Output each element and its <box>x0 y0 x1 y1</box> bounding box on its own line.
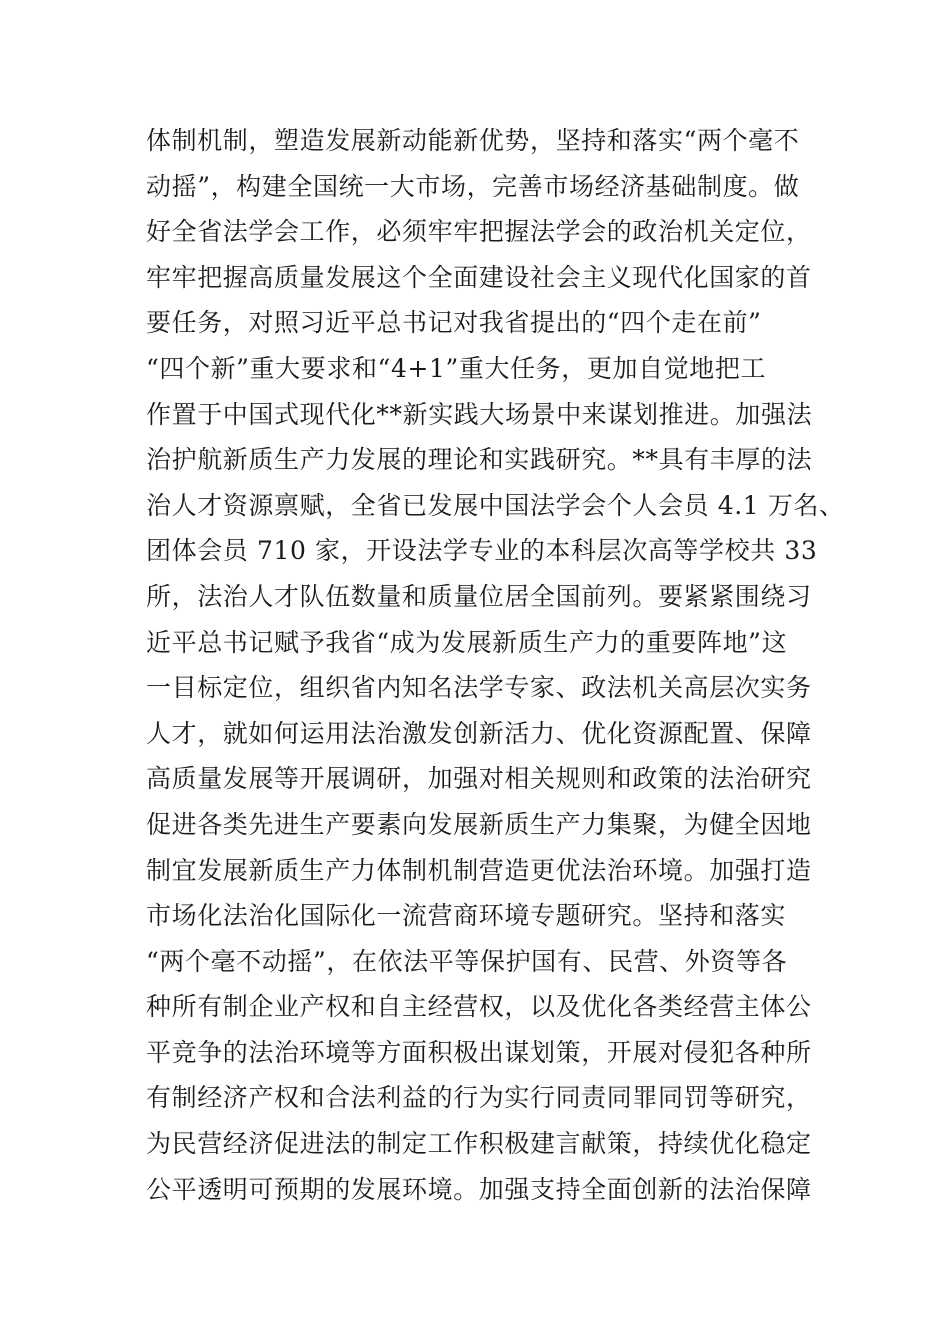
text-line: 要任务，对照习近平总书记对我省提出的“四个走在前” <box>146 308 762 338</box>
text-line: 所，法治人才队伍数量和质量位居全国前列。要紧紧围绕习 <box>146 581 812 611</box>
text-line: 制宜发展新质生产力体制机制营造更优法治环境。加强打造 <box>146 855 812 885</box>
text-line: “四个新”重大要求和“4+1”重大任务，更加自觉地把工 <box>146 353 767 383</box>
text-line: 好全省法学会工作，必须牢牢把握法学会的政治机关定位， <box>146 217 812 247</box>
text-line: 近平总书记赋予我省“成为发展新质生产力的重要阵地”这 <box>146 627 788 657</box>
text-line: 为民营经济促进法的制定工作积极建言献策，持续优化稳定 <box>146 1129 812 1159</box>
text-line: 一目标定位，组织省内知名法学专家、政法机关高层次实务 <box>146 673 812 703</box>
body-text <box>146 118 846 1212</box>
text-line: 平竞争的法治环境等方面积极出谋划策，开展对侵犯各种所 <box>146 1037 812 1067</box>
text-line: 人才，就如何运用法治激发创新活力、优化资源配置、保障 <box>146 718 812 748</box>
text-line: 高质量发展等开展调研，加强对相关规则和政策的法治研究 <box>146 764 812 794</box>
text-line: 市场化法治化国际化一流营商环境专题研究。坚持和落实 <box>146 901 787 931</box>
text-line: 公平透明可预期的发展环境。加强支持全面创新的法治保障 <box>146 1174 812 1204</box>
text-line: 治护航新质生产力发展的理论和实践研究。**具有丰厚的法 <box>146 445 813 475</box>
text-line: 作置于中国式现代化**新实践大场景中来谋划推进。加强法 <box>146 399 813 429</box>
text-line: 治人才资源禀赋，全省已发展中国法学会个人会员 4.1 万名、 <box>146 490 845 520</box>
text-line: “两个毫不动摇”，在依法平等保护国有、民营、外资等各 <box>146 946 788 976</box>
text-line: 牢牢把握高质量发展这个全面建设社会主义现代化国家的首 <box>146 262 812 292</box>
text-line: 有制经济产权和合法利益的行为实行同责同罪同罚等研究， <box>146 1083 812 1113</box>
text-line: 动摇”，构建全国统一大市场，完善市场经济基础制度。做 <box>146 171 800 201</box>
text-line: 体制机制，塑造发展新动能新优势，坚持和落实“两个毫不 <box>146 126 800 155</box>
text-line: 团体会员 710 家，开设法学专业的本科层次高等学校共 33 <box>146 536 818 566</box>
text-line: 种所有制企业产权和自主经营权，以及优化各类经营主体公 <box>146 992 812 1022</box>
text-line: 促进各类先进生产要素向发展新质生产力集聚，为健全因地 <box>146 809 812 839</box>
